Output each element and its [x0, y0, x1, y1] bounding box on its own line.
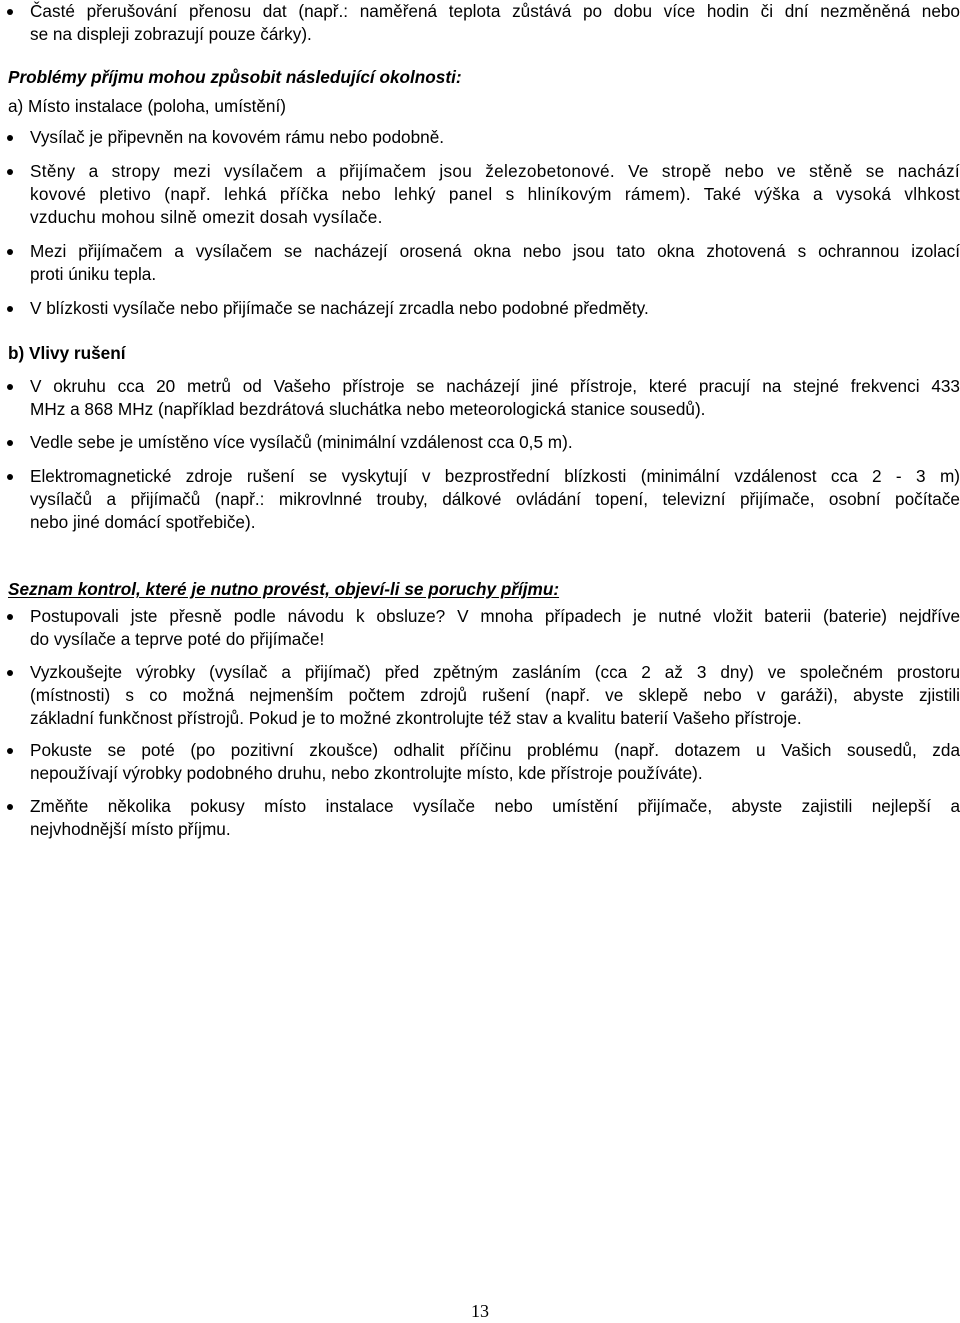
list-item	[30, 297, 960, 320]
list-item	[30, 240, 960, 286]
list-item-line: Postupovali jste přesně podle návodu k obsluze? V mnoha případech je nutné vložit baterii (baterie) nejdříve	[30, 606, 960, 626]
list-item	[30, 739, 960, 785]
list-item-line: vysílačů a přijímačů (např.: mikrovlnné trouby, dálkové ovládání topení, televizní přijímače, osobní počítače	[30, 489, 960, 509]
list-item-line: V okruhu cca 20 metrů od Vašeho přístroje se nacházejí jiné přístroje, které pracují na stejné frekvenci 433	[30, 376, 960, 396]
list-item-line: Vysílač je připevněn na kovovém rámu nebo podobně.	[30, 127, 445, 147]
list-item-line: nejvhodnější místo příjmu.	[30, 819, 231, 839]
list-item-line: MHz a 868 MHz (například bezdrátová sluchátka nebo meteorologická stanice sousedů).	[30, 399, 706, 419]
list-item-line: do vysílače a teprve poté do přijímače!	[30, 629, 325, 649]
section-heading: Seznam kontrol, které je nutno provést, objeví-li se poruchy příjmu:	[8, 579, 560, 599]
bullet-icon	[7, 748, 13, 754]
list-item	[30, 126, 960, 149]
list-item-line: V blízkosti vysílače nebo přijímače se nacházejí zrcadla nebo podobné předměty.	[30, 298, 649, 318]
bullet-icon	[7, 474, 13, 480]
bullet-icon	[7, 169, 13, 175]
list-item	[30, 431, 960, 454]
page-number: 13	[471, 1301, 489, 1321]
bullet-icon	[7, 249, 13, 255]
list-item-line: Vedle sebe je umístěno více vysílačů (minimální vzdálenost cca 0,5 m).	[30, 432, 573, 452]
list-item-line: Vyzkoušejte výrobky (vysílač a přijímač) před zpětným zasláním (cca 2 až 3 dny) ve společném prostoru	[30, 662, 960, 682]
list-item-line: Elektromagnetické zdroje rušení se vyskytují v bezprostřední blízkosti (minimální vzdálenost cca 2 - 3 m)	[30, 466, 960, 486]
list-item	[30, 605, 960, 651]
list-item-line: Změňte několika pokusy místo instalace vysílače nebo umístění přijímače, abyste zajistili nejlepší a	[30, 796, 960, 816]
section-heading: b) Vlivy rušení	[8, 343, 126, 363]
list-item-line: Časté přerušování přenosu dat (např.: naměřená teplota zůstává po dobu více hodin či dní nezměněná nebo	[30, 1, 960, 21]
list-item	[30, 160, 960, 229]
list-item	[30, 465, 960, 534]
list-item-line: proti úniku tepla.	[30, 264, 157, 284]
bullet-icon	[7, 306, 13, 312]
list-item	[30, 375, 960, 421]
list-item	[30, 795, 960, 841]
list-item-line: (místnosti) s co možná nejmenším počtem zdrojů rušení (např. ve sklepě nebo v garáži), abyste zjistili	[30, 685, 960, 705]
list-item-line: se na displeji zobrazují pouze čárky).	[30, 24, 312, 44]
bullet-icon	[7, 614, 13, 620]
list-item	[30, 0, 960, 46]
bullet-icon	[7, 670, 13, 676]
list-item-line: základní funkčnost přístrojů. Pokud je to možné zkontrolujte též stav a kvalitu baterií Vašeho přístroje.	[30, 708, 802, 728]
list-item-line: kovové pletivo (např. lehká příčka nebo lehký panel s hliníkovým rámem). Také výška a vysoká vlhkost	[30, 184, 960, 204]
list-item-line: nepoužívají výrobky podobného druhu, nebo zkontrolujte místo, kde přístroje používáte).	[30, 763, 703, 783]
bullet-icon	[7, 384, 13, 390]
bullet-icon	[7, 9, 13, 15]
list-item-line: Stěny a stropy mezi vysílačem a přijímačem jsou železobetonové. Ve stropě nebo ve stěně se nachází	[30, 161, 960, 181]
bullet-icon	[7, 804, 13, 810]
bullet-icon	[7, 135, 13, 141]
list-item	[30, 661, 960, 730]
list-item-line: nebo jiné domácí spotřebiče).	[30, 512, 256, 532]
list-item-line: Pokuste se poté (po pozitivní zkoušce) odhalit příčinu problému (např. dotazem u Vašich sousedů, zda	[30, 740, 960, 760]
list-item-line: vzduchu mohou silně omezit dosah vysílače.	[30, 207, 383, 227]
list-item-line: Mezi přijímačem a vysílačem se nacházejí orosená okna nebo jsou tato okna zhotovená s ochrannou izolací	[30, 241, 960, 261]
subsection-heading: a) Místo instalace (poloha, umístění)	[8, 96, 286, 116]
bullet-icon	[7, 440, 13, 446]
section-heading: Problémy příjmu mohou způsobit následující okolnosti:	[8, 67, 462, 87]
